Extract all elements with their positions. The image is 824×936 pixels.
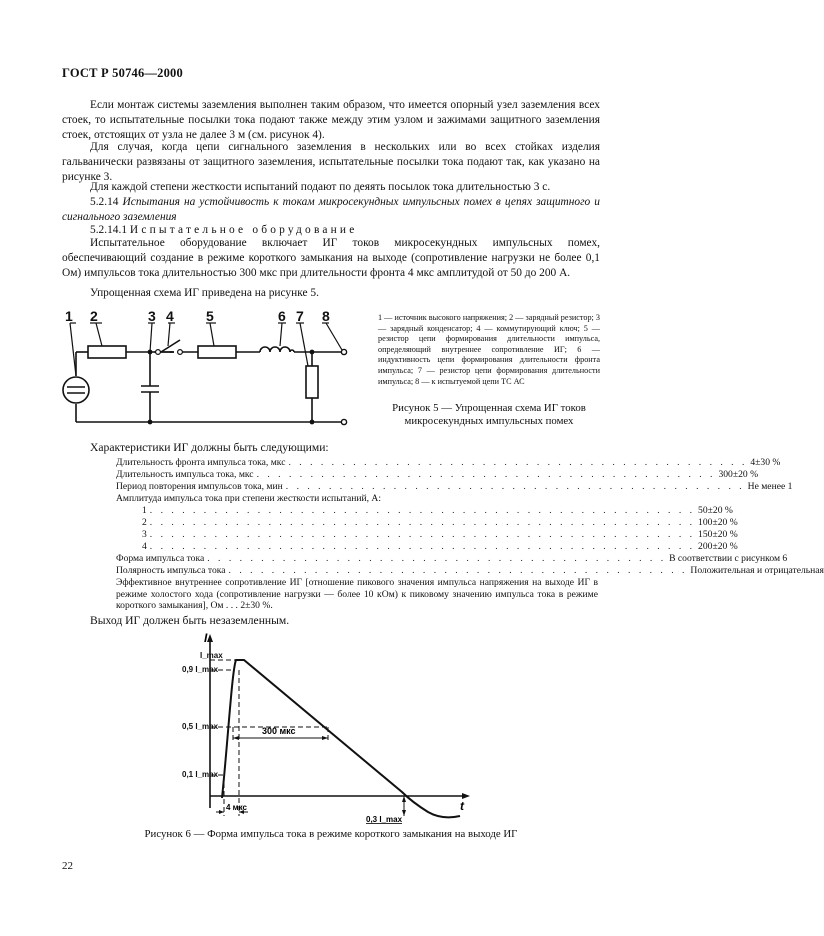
label-0-9-imax: 0,9 I_max	[182, 665, 219, 674]
output-terminal-top	[341, 349, 346, 354]
circuit-label-8: 8	[322, 308, 330, 324]
circuit-label-1: 1	[65, 308, 73, 324]
spec-row: 1 . . . . . . . . . . . . . . . . . . . . . . . . . . . . . . . . . . . . . . . . . . . . . . . . . . . 50±20 %	[142, 505, 733, 516]
x-axis-label: t	[460, 799, 464, 813]
figure5-caption-line2: микросекундных импульсных помех	[404, 415, 574, 427]
spec-row: Полярность импульса тока . . . . . . . . . . . . . . . . . . . . . . . . . . . . . . . . . . . . . . . . . . . Положительная и отрицательная	[116, 565, 824, 576]
figure6-pulse-chart	[180, 630, 480, 830]
label-300us: 300 мкс	[262, 726, 296, 736]
section-5-2-14	[62, 195, 600, 225]
paragraph-equipment: Испытательное оборудование включает ИГ токов микросекундных импульсных помех, обеспечивающий создание в режиме короткого замыкания на выходе (сопротивление нагрузки не более 0,1 Ом) импульсов тока длительностью 300 мкс при длительности фронта 4 мкс амплитудой от 50 до 200 А.	[62, 237, 600, 279]
subsection-number: 5.2.14.1	[90, 224, 128, 236]
figure5-legend: 1 — источник высокого напряжения; 2 — зарядный резистор; 3 — зарядный конденсатор; 4 — коммутирующий ключ; 5 — резистор цепи формирования длительности импульса, определяющий внутреннее сопротивление ИГ; 6 — индуктивность цепи формирования длительности фронта импульса; 7 — резистор цепи формирования длительности импульса; 8 — к испытуемой цепи ТС АС	[378, 313, 600, 386]
spec-row: Длительность импульса тока, мкс . . . . . . . . . . . . . . . . . . . . . . . . . . . . . . . . . . . . . . . . . . . 300±20 %	[116, 469, 759, 480]
circuit-label-5: 5	[206, 308, 214, 324]
circuit-label-3: 3	[148, 308, 156, 324]
section-title: Испытания на устойчивость к токам микросекундных импульсных помех в цепях защитного и сигнального заземления	[62, 196, 600, 223]
figure5-caption	[378, 402, 600, 428]
label-0-3-imax: 0,3 I_max	[366, 815, 403, 824]
source-symbol	[63, 377, 89, 403]
spec-row: Амплитуда импульса тока при степени жесткости испытаний, А:	[116, 493, 382, 504]
effective-resistance-value: 2±30 %.	[240, 600, 273, 611]
inductor-6-symbol	[260, 347, 294, 352]
spec-row: 2 . . . . . . . . . . . . . . . . . . . . . . . . . . . . . . . . . . . . . . . . . . . . . . . . . . . 100±20 %	[142, 517, 738, 528]
spec-row: 4 . . . . . . . . . . . . . . . . . . . . . . . . . . . . . . . . . . . . . . . . . . . . . . . . . . . 200±20 %	[142, 541, 738, 552]
pulse-curve	[222, 660, 460, 817]
page-number: 22	[62, 860, 73, 872]
paragraph-output-ungrounded: Выход ИГ должен быть незаземленным.	[90, 614, 290, 627]
y-axis-label: I	[204, 631, 208, 645]
paragraph-figure5-ref: Упрощенная схема ИГ приведена на рисунке 5.	[90, 287, 319, 299]
output-terminal-bottom	[341, 419, 346, 424]
paragraph-test-count: Для каждой степени жесткости испытаний подают по деяять посылок тока длительностью 3 с.	[90, 181, 551, 193]
specs-intro: Характеристики ИГ должны быть следующими:	[90, 441, 329, 454]
label-0-1-imax: 0,1 I_max	[182, 770, 219, 779]
section-number: 5.2.14	[90, 196, 119, 208]
circuit-label-7: 7	[296, 308, 304, 324]
subsection-title: Испытательное оборудование	[129, 224, 358, 236]
document-header: ГОСТ Р 50746—2000	[62, 66, 183, 80]
resistor-7-symbol	[306, 366, 318, 398]
label-imax: I_max	[200, 651, 223, 660]
resistor-5-symbol	[198, 346, 236, 358]
resistor-2-symbol	[88, 346, 126, 358]
circuit-label-6: 6	[278, 308, 286, 324]
spec-row: Период повторения импульсов тока, мин . . . . . . . . . . . . . . . . . . . . . . . . . . . . . . . . . . . . . . . . . . . Не менее 1	[116, 481, 793, 492]
spec-row: Форма импульса тока . . . . . . . . . . . . . . . . . . . . . . . . . . . . . . . . . . . . . . . . . . . В соответствии с рисунком 6	[116, 553, 788, 564]
effective-resistance-text: Эффективное внутреннее сопротивление ИГ [отношение пикового значения импульса напряжения на выходе ИГ в режиме холостого хода (сопротивление нагрузки — более 10 кОм) к пиковому значению импульса тока в режиме короткого замыкания], Ом	[116, 577, 598, 611]
figure6-caption: Рисунок 6 — Форма импульса тока в режиме короткого замыкания на выходе ИГ	[144, 828, 518, 840]
label-0-5-imax: 0,5 I_max	[182, 722, 219, 731]
circuit-label-2: 2	[90, 308, 98, 324]
spec-row: Длительность фронта импульса тока, мкс . . . . . . . . . . . . . . . . . . . . . . . . . . . . . . . . . . . . . . . . . . . 4±30 %	[116, 457, 781, 468]
spec-effective-resistance: Эффективное внутреннее сопротивление ИГ [отношение пикового значения импульса напряжения на выходе ИГ в режиме холостого хода (сопротивление нагрузки — более 10 кОм) к пиковому значению импульса тока в режиме короткого замыкания], Ом . . . 2±30 %.	[116, 577, 598, 611]
label-4us: 4 мкс	[226, 803, 247, 812]
paragraph-signal-grounding: Для случая, когда цепи сигнального заземления в нескольких или во всех стойках изделия гальванически развязаны от защитного заземления, испытательные посылки тока подают так, как указано на рисунке 3.	[62, 141, 600, 183]
paragraph-grounding-node: Если монтаж системы заземления выполнен таким образом, что имеется опорный узел заземления всех стоек, то испытательные посылки тока подают также между этим узлом и зажимами защитного заземления стоек, отстоящих от узла не далее 3 м (см. рисунок 4).	[62, 99, 600, 141]
spec-row: 3 . . . . . . . . . . . . . . . . . . . . . . . . . . . . . . . . . . . . . . . . . . . . . . . . . . . 150±20 %	[142, 529, 738, 540]
circuit-label-4: 4	[166, 308, 174, 324]
figure5-circuit-diagram	[58, 310, 358, 432]
figure5-caption-line1: Рисунок 5 — Упрощенная схема ИГ токов	[392, 402, 586, 414]
